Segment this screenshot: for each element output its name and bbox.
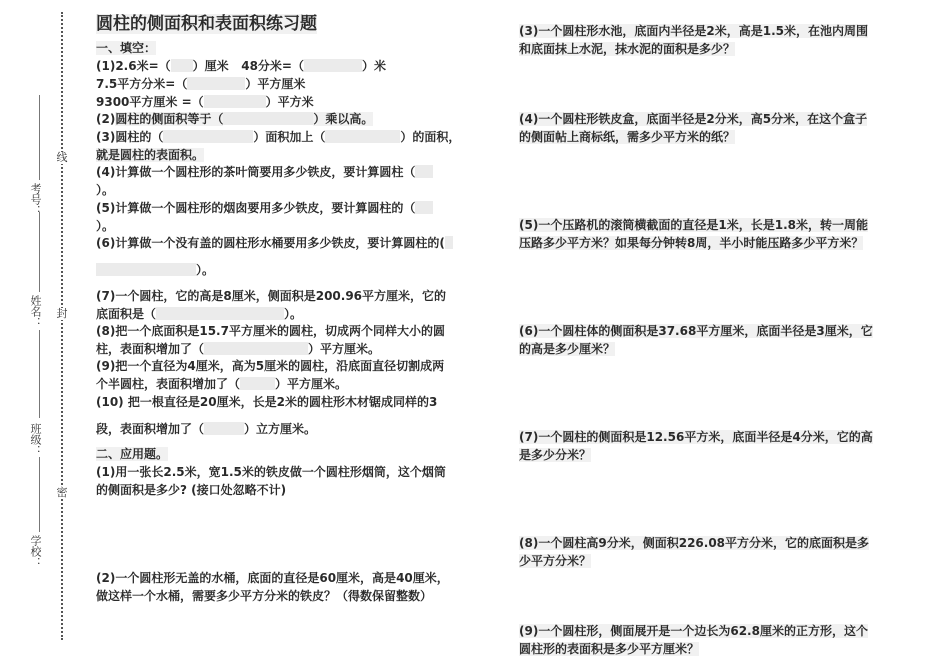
question-1-part-3: 9300平方厘米 =（ ）平方米 — [96, 95, 314, 109]
answer-blank[interactable] — [325, 130, 400, 143]
question-1-part-2: 7.5平方分米=（ ）平方厘米 — [96, 77, 306, 91]
applied-question-4: (4)一个圆柱形铁皮盒，底面半径是2分米，高5分米，在这个盒子 — [519, 112, 868, 126]
applied-question-8: (8)一个圆柱高9分米，侧面积226.08平方分米，它的底面积是多 — [519, 536, 870, 550]
answer-blank[interactable] — [156, 307, 284, 320]
answer-blank[interactable] — [187, 77, 245, 90]
answer-blank[interactable] — [240, 377, 275, 390]
question-7: (7)一个圆柱，它的高是8厘米，侧面积是200.96平方厘米，它的 — [96, 289, 447, 303]
question-10-line-2: 段，表面积增加了（ ）立方厘米。 — [96, 422, 317, 436]
answer-blank[interactable] — [163, 130, 253, 143]
applied-question-3: (3)一个圆柱形水池，底面内半径是2米，高是1.5米，在池内周围 — [519, 24, 868, 38]
binding-margin — [0, 0, 78, 672]
applied-question-1: (1)用一张长2.5米，宽1.5米的铁皮做一个圆柱形烟筒，这个烟筒 — [96, 465, 446, 479]
answer-blank[interactable] — [415, 201, 433, 214]
answer-blank[interactable] — [445, 236, 453, 249]
school-label: 学校： — [29, 535, 42, 568]
question-3: (3)圆柱的（ ）面积加上（ ）的面积， — [96, 130, 461, 144]
answer-blank[interactable] — [304, 59, 362, 72]
name-label: 姓名： — [29, 295, 42, 328]
exam-no-line — [39, 95, 40, 180]
question-10: (10) 把一根直径是20厘米，长是2米的圆柱形木材锯成同样的3 — [96, 395, 438, 409]
class-label: 班级： — [29, 423, 42, 456]
name-line — [39, 212, 40, 292]
question-4-line-2: ）。 — [96, 183, 115, 197]
applied-question-2: (2)一个圆柱形无盖的水桶，底面的直径是60厘米，高是40厘米， — [96, 571, 449, 585]
question-6: (6)计算做一个没有盖的圆柱形水桶要用多少铁皮，要计算圆柱的( — [96, 235, 496, 252]
section-fill-in-heading: 一、填空： — [96, 41, 157, 55]
applied-question-5: (5)一个压路机的滚筒横截面的直径是1米，长是1.8米，转一周能 — [519, 218, 868, 232]
question-9-line-2: 个半圆柱，表面积增加了（ ）平方厘米。 — [96, 377, 348, 391]
answer-blank[interactable] — [204, 342, 308, 355]
answer-blank[interactable] — [204, 95, 266, 108]
applied-question-3-line-2: 和底面抹上水泥，抹水泥的面积是多少？ — [519, 42, 736, 56]
answer-blank[interactable] — [171, 59, 193, 72]
answer-blank[interactable] — [415, 165, 433, 178]
dotted-cut-line — [61, 12, 63, 640]
school-line — [39, 457, 40, 532]
applied-question-7: (7)一个圆柱的侧面积是12.56平方米，底面半径是4分米，它的高 — [519, 430, 873, 444]
question-7-line-2: 底面积是（ ）。 — [96, 307, 303, 321]
applied-question-9: (9)一个圆柱形，侧面展开是一个边长为62.8厘米的正方形，这个 — [519, 624, 868, 638]
binding-word-line: 线 — [56, 151, 68, 164]
applied-question-6-line-2: 的高是多少厘米？ — [519, 342, 616, 356]
applied-question-7-line-2: 是多少分米？ — [519, 448, 592, 462]
question-5: (5)计算做一个圆柱形的烟囱要用多少铁皮，要计算圆柱的（ — [96, 200, 496, 217]
question-3-line-2: 就是圆柱的表面积。 — [96, 148, 205, 162]
applied-question-5-line-2: 压路多少平方米？如果每分钟转8周，半小时能压路多少平方米？ — [519, 236, 864, 250]
class-line — [39, 330, 40, 418]
answer-blank[interactable] — [223, 112, 313, 125]
applied-question-1-line-2: 的侧面积是多少? (接口处忽略不计) — [96, 483, 287, 497]
page-title: 圆柱的侧面积和表面积练习题 — [96, 14, 317, 34]
question-4: (4)计算做一个圆柱形的茶叶筒要用多少铁皮，要计算圆柱（ — [96, 164, 496, 181]
section-applied-heading: 二、应用题。 — [96, 447, 169, 461]
applied-question-4-line-2: 的侧面帖上商标纸，需多少平方米的纸？ — [519, 130, 736, 144]
question-9: (9)把一个直径为4厘米，高为5厘米的圆柱，沿底面直径切割成两 — [96, 359, 445, 373]
binding-word-seal: 封 — [56, 307, 68, 320]
binding-word-secret: 密 — [56, 486, 68, 499]
applied-question-9-line-2: 圆柱形的表面积是多少平方厘米？ — [519, 642, 700, 656]
applied-question-2-line-2: 做这样一个水桶，需要多少平方分米的铁皮？（得数保留整数） — [96, 589, 433, 603]
answer-blank[interactable] — [204, 422, 244, 435]
applied-question-8-line-2: 少平方分米？ — [519, 554, 592, 568]
question-5-line-2: ）。 — [96, 219, 115, 233]
applied-question-6: (6)一个圆柱体的侧面积是37.68平方厘米，底面半径是3厘米，它 — [519, 324, 873, 338]
exam-no-label: 考号： — [29, 183, 42, 216]
question-8-line-2: 柱，表面积增加了（ ）平方厘米。 — [96, 342, 381, 356]
question-1: (1)2.6米=（ ）厘米 48分米=（ ）米 — [96, 59, 386, 73]
question-6-line-2: ）。 — [96, 262, 496, 279]
question-2: (2)圆柱的侧面积等于（ ）乘以高。 — [96, 112, 374, 126]
answer-blank[interactable] — [96, 263, 196, 276]
question-8: (8)把一个底面积是15.7平方厘米的圆柱，切成两个同样大小的圆 — [96, 324, 445, 338]
